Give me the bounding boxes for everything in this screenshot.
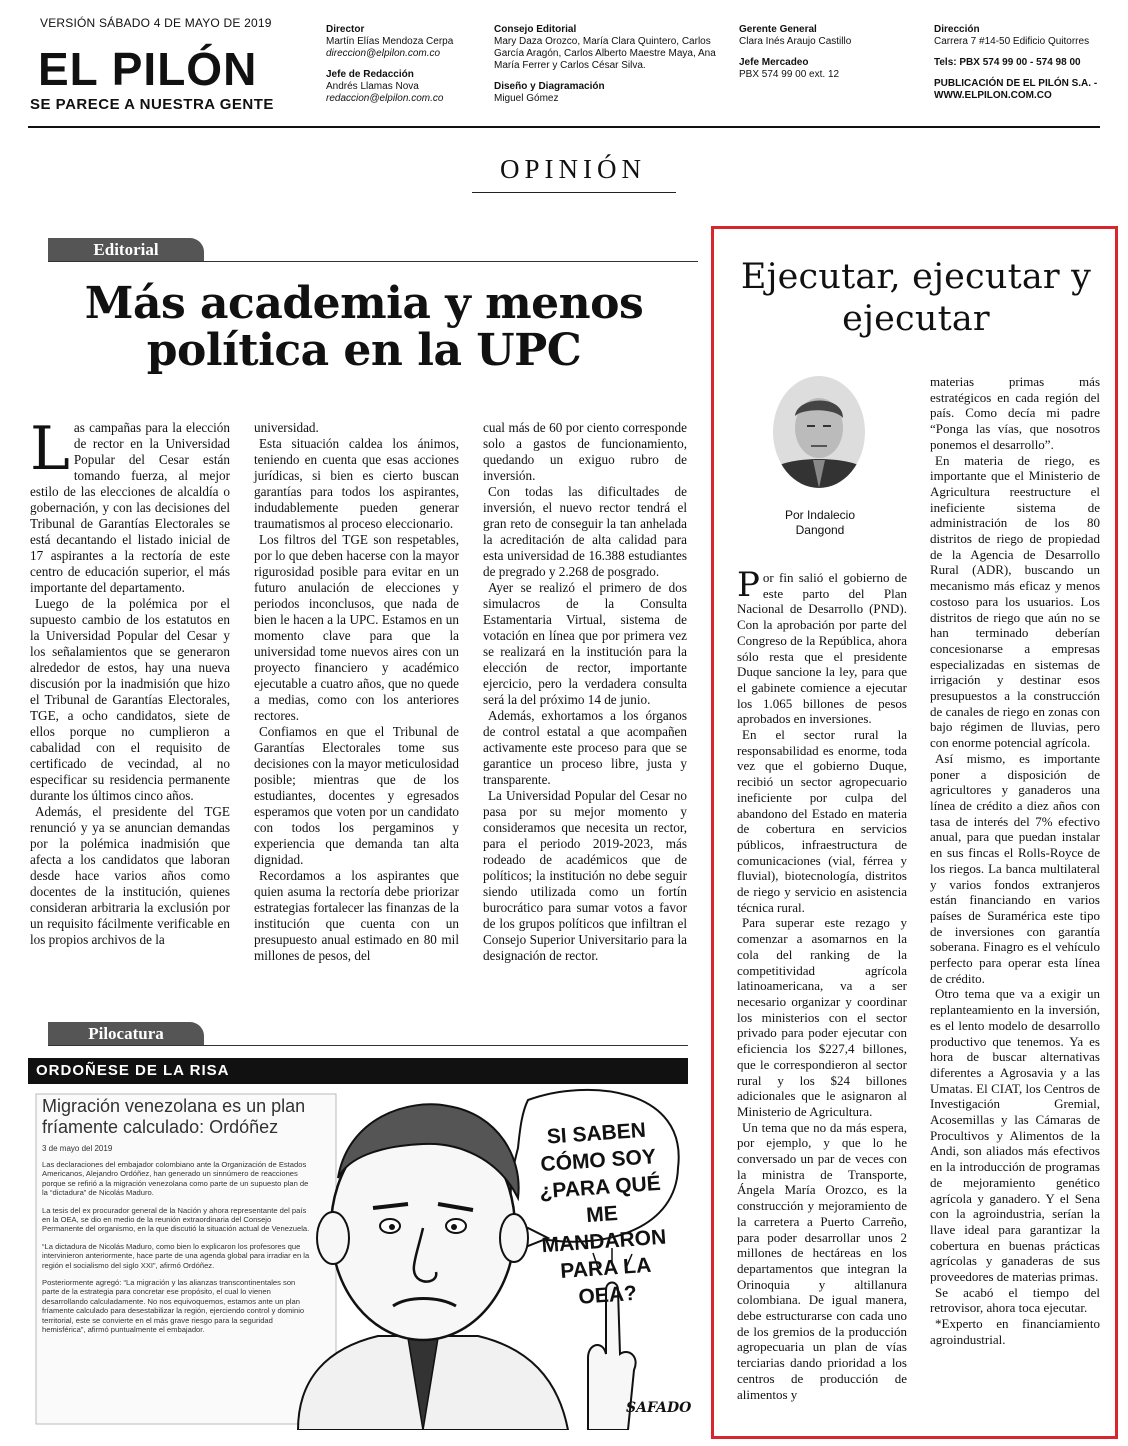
staff-direccion-block — [934, 24, 1100, 102]
opinion-paragraph: En materia de riego, es importante que el Ministerio de Agricultura reestructure el ineficiente sistema de administración de los 80 distritos de riego de propiedad de la Agencia de Desarrollo Rural (ADR), buscando un mecanismo más eficaz y menos costoso para los usuarios. Los distritos de riego que aún no se han terminado deberían concesionarse a empresas especializadas en sistemas de irrigación y destinar esos presupuestos a la construcción de canales de riego en zonas con bajo régimen de lluvias, pero con enorme potencial agrícola. — [930, 452, 1100, 751]
opinion-title: Ejecutar, ejecutar y ejecutar — [740, 257, 1092, 339]
pilocatura-rule — [48, 1045, 688, 1046]
opinion-paragraph: Se acabó el tiempo del retrovisor, ahora toca ejecutar. — [930, 1284, 1100, 1316]
speech-bubble-text: SI SABEN CÓMO SOY ¿PARA QUÉ ME MANDARON PARA LA OEA? — [538, 1118, 667, 1309]
clipping-paragraph: La tesis del ex procurador general de la Nación y ahora representante del país en la OEA, se dio en medio de la reunión extraordinaria del Consejo Permanente del organismo, en la que discutió la situación actual de Venezuela. — [42, 1205, 310, 1234]
diseno-label: Diseño y Diagramación — [494, 81, 605, 92]
mercadeo-phone: PBX 574 99 00 ext. 12 — [739, 69, 840, 80]
opinion-column-1 — [737, 565, 907, 1402]
redaccion-label: Jefe de Redacción — [326, 69, 414, 80]
editorial-paragraph: Los filtros del TGE son respetables, por lo que deben hacerse con la mayor rigurosidad posible para evitar en un futuro anulación de elecciones y periodos inconclusos, que nada de bien le hacen a la UPC. Estamos en un momento clave para que la universidad tome nuevos aires con un proyecto financiero y académico ejecutable a cuatro años, que no quede a medias, como con los anteriores rectores. — [254, 532, 459, 723]
editorial-paragraph: cual más de 60 por ciento corresponde solo a gastos de funcionamiento, quedando un exiguo rubro de inversión. — [483, 420, 687, 483]
editorial-paragraph: Ayer se realizó el primero de dos simulacros de la Consulta Estamentaria Virtual, sistema de votación en línea que por primera vez se realizará en la institución para la elección de rector, importante ejercicio, pero la verdadera consulta será la del próximo 14 de junio. — [483, 580, 687, 707]
edition-date: VERSIÓN SÁBADO 4 DE MAYO DE 2019 — [40, 16, 272, 30]
director-name: Martín Elías Mendoza Cerpa — [326, 36, 454, 47]
opinion-paragraph: Así mismo, es importante poner a disposición de agricultores y ganaderos una línea de crédito a diez años con tasa de interés del 7% efectivo anual, para que puedan instalar en sus fincas el Rolls-Royce de los riegos. La banca multilateral y varios fondos extranjeros están financiando en varios países de Suramérica este tipo de inversiones con garantía soberana. Finagro es el vehículo perfecto para operar esta línea de crédito. — [930, 750, 1100, 986]
byline-line: Por Indalecio — [784, 508, 856, 522]
opinion-paragraph: *Experto en financiamiento agroindustrial. — [930, 1316, 1100, 1347]
editorial-paragraph: La Universidad Popular del Cesar no pasa por su mejor momento y consideramos que necesita un rector, para el periodo 2019-2023, más rodeado de académicos que de políticos; la institución no debe seguir siendo utilizada como un fortín burocrático para sumar votos a favor de los grupos políticos que infiltran el Consejo Superior Universitario para la designación de rector. — [483, 788, 687, 963]
opinion-paragraph: Para superar este rezago y comenzar a asomarnos en la cola del ranking de la competitividad agrícola latinoamericana, va a ser necesario organizar y coordinar los ministerios con el sector privado para poder ejecutar con eficiencia los $227,4 billones, que le correspondieron al sector rural y los $24 billones adicionales que le asignaron al Ministerio de Agricultura. — [737, 915, 907, 1119]
opinion-paragraph: En el sector rural la responsabilidad es enorme, toda vez que el gobierno Duque, recibió un sector agropecuario ineficiente por culpa del abandono del Estado en materia de cobertura en servicios públicos, infraestructura de comunicaciones (vial, férrea y fluvial), biotecnología, distritos de riego y servicio en asistencia técnica rural. — [737, 727, 907, 915]
editorial-paragraph: universidad. — [254, 420, 319, 435]
section-underline — [472, 192, 676, 193]
cartoonist-signature: SAFADO — [626, 1400, 692, 1416]
redaccion-email: redaccion@elpilon.com.co — [326, 93, 444, 104]
clipping-paragraph: Las declaraciones del embajador colombiano ante la Organización de Estados Americanos, Alejandro Ordóñez, han generado un sinnúmero de reacciones porque se refirió a la migración venezolana como parte de un supuesto plan de la “dictadura” de Nicolás Maduro. — [42, 1160, 309, 1198]
byline-line: Dangond — [795, 523, 845, 537]
editorial-rule — [48, 261, 698, 262]
publicacion: PUBLICACIÓN DE EL PILÓN S.A. - WWW.ELPILON.COM.CO — [934, 78, 1098, 101]
gerente-name: Clara Inés Araujo Castillo — [739, 36, 852, 47]
opinion-paragraph: materias primas más estratégicos en cada región del país. Como decía mi padre “Ponga las vías, que nosotros ponemos el desarrollo”. — [930, 374, 1100, 452]
consejo-label: Consejo Editorial — [494, 24, 577, 35]
clipping-paragraph: Posteriormente agregó: “La migración y las alianzas transcontinentales son parte de la estrategia para concretar ese propósito, el cual lo vienen desarrollando calculadamente. No nos equivoquemos, estamos ante un plan fríamente calculado para desestabilizar la región, ejerciendo control y dominio territorial, este se convierte en el más grave riesgo para la seguridad hemisférica”, afirmó puntualmente el embajador. — [42, 1278, 305, 1335]
staff-gerente-block — [739, 24, 919, 81]
director-label: Director — [326, 24, 365, 35]
editorial-paragraph: Esta situación caldea los ánimos, teniendo en cuenta que esas acciones jurídicas, si bien es cierto buscan garantías para todos los aspirantes, indudablemente pueden generar traumatismos al proceso eleccionario. — [254, 436, 459, 531]
editorial-column-2 — [254, 420, 459, 964]
telefono: Tels: PBX 574 99 00 - 574 98 00 — [934, 57, 1081, 68]
staff-consejo-block — [494, 24, 716, 105]
mercadeo-label: Jefe Mercadeo — [739, 57, 809, 68]
direccion-label: Dirección — [934, 24, 980, 35]
clipping-title: Migración venezolana es un plan fríamente calculado: Ordóñez — [42, 1096, 306, 1137]
opinion-paragraph: Otro tema que va a exigir un replanteamiento en la inversión, es el lento modelo de desarrollo productivo que tenemos. Ya es hora de buscar alternativas diferentes a Agrosavia y a las Umatas. El CIAT, los Centros de Investigación Gremial, Acosemillas y las Cámaras de Procultivos y Alimentos de la Andi, son aliados más efectivos en la introducción de programas de mejoramiento genético agrícola y ganadero. Y el Sena con la agroindustria, serían la llave ideal para garantizar la cobertura en buenas prácticas agrícolas y ganaderas de sus proveedores de materias primas. — [930, 986, 1100, 1285]
masthead-rule — [28, 126, 1100, 128]
editorial-label: Editorial — [48, 238, 204, 262]
caricature-banner: ORDOÑESE DE LA RISA — [28, 1058, 688, 1084]
director-email: direccion@elpilon.com.co — [326, 48, 441, 59]
clipping-date: 3 de mayo del 2019 — [42, 1144, 113, 1153]
diseno-name: Miguel Gómez — [494, 93, 559, 104]
consejo-names: Mary Daza Orozco, María Clara Quintero, Carlos García Aragón, Carlos Alberto Maestre Maya, Ana María Ferrer y Carlos César Silva. — [494, 36, 716, 71]
editorial-paragraph-text: as campañas para la elección de rector en la Universidad Popular del Cesar están tomando fuerza, al mejor estilo de las elecciones de alcaldía o gobernación, y con las decisiones del Tribunal de Garantías Electorales se está decantando el listado inicial de 17 aspirantes a la rectoría de este centro de educación superior, el más importante del departamento. — [30, 420, 230, 595]
editorial-paragraph — [30, 414, 230, 596]
newspaper-slogan: SE PARECE A NUESTRA GENTE — [30, 96, 274, 113]
editorial-paragraph: Además, el presidente del TGE renunció y ya se anuncian demandas por la polémica inadmisión que afecta a los candidatos que laboran desde hace varios años como docentes de la institución, quienes consideran arbitraria la exclusión por un requisito fácilmente verificable en los propios archivos de la — [30, 804, 230, 947]
editorial-paragraph: Además, exhortamos a los órganos de control estatal a que acompañen activamente este proceso para que se garantice un proceso libre, justa y transparente. — [483, 708, 687, 787]
staff-director-block — [326, 24, 486, 105]
clipping-paragraph: “La dictadura de Nicolás Maduro, como bien lo explicaron los profesores que intervinieron anteriormente, hace parte de una agenda global para irradiar en la región el socialismo del siglo XXI”, afirmó Ordóñez. — [42, 1241, 310, 1270]
clipping-text — [42, 1160, 312, 1343]
drop-cap: P — [737, 565, 760, 605]
editorial-paragraph: Recordamos a los aspirantes que quien asuma la rectoría debe priorizar estrategias fortalecer las finanzas de la institución que cuenta con un presupuesto anual estimado en 80 mil millones de pesos, del — [254, 868, 459, 963]
author-photo — [773, 376, 865, 488]
redaccion-name: Andrés Llamas Nova — [326, 81, 419, 92]
opinion-paragraph — [737, 565, 907, 727]
direccion-address: Carrera 7 #14-50 Edificio Quitorres — [934, 36, 1090, 47]
section-title: OPINIÓN — [500, 154, 646, 184]
editorial-paragraph: Luego de la polémica por el supuesto cambio de los estatutos en la Universidad Popular del Cesar y los señalamientos que se generaron alrededor de estos, hay una nueva discusión por la inadmisión que hizo el Tribunal de Garantías Electorales, TGE, a ocho candidatos, siete de ellos porque no cumplieron a cabalidad con el requisito de certificado de vecindad, al no especificar su residencia permanente durante los últimos cinco años. — [30, 596, 230, 803]
opinion-paragraph: Un tema que no da más espera, por ejemplo, y que lo he conversado un par de veces con la ministra de Transporte, Ángela María Orozco, es la construcción y mejoramiento de la carretera a Puerto Carreño, para poder desarrollar unos 2 millones de hectáreas en los departamentos que integran la Orinoquia y altillanura colombiana. De igual manera, debe estructurarse con cada uno de los gremios de la producción agropecuaria un plan de vías terciarias dando prioridad a los centros de producción de alimentos y — [737, 1119, 907, 1402]
editorial-paragraph: Confiamos en que el Tribunal de Garantías Electorales tome sus decisiones con la mayor meticulosidad posible; mientras que de los estudiantes, docentes y egresados esperamos que voten por un candidato con todos los pergaminos y experiencia que demanda tan alta dignidad. — [254, 724, 459, 867]
drop-cap: L — [30, 414, 70, 484]
editorial-paragraph: Con todas las dificultades de inversión, el nuevo rector tendrá el gran reto de conseguir la tan anhelada la acreditación de alta calidad para esta universidad de 16.388 estudiantes de pregrado y 2.268 de posgrado. — [483, 484, 687, 579]
pilocatura-label: Pilocatura — [48, 1022, 204, 1046]
opinion-paragraph-text: or fin salió el gobierno de este parto del Plan Nacional de Desarrollo (PND). Con la aprobación por parte del Congreso de la República, ahora sólo resta que el presidente Duque sancione la ley, para que el gabinete comience a ejecutar los 1.065 billones de pesos aprobados en inversiones. — [737, 570, 907, 727]
gerente-label: Gerente General — [739, 24, 817, 35]
opinion-column-2 — [930, 374, 1100, 1348]
newspaper-logo: EL PILÓN — [38, 43, 258, 95]
author-byline — [760, 508, 880, 538]
editorial-column-1 — [30, 414, 230, 948]
editorial-title: Más academia y menos política en la UPC — [84, 278, 644, 376]
editorial-column-3 — [483, 420, 687, 964]
